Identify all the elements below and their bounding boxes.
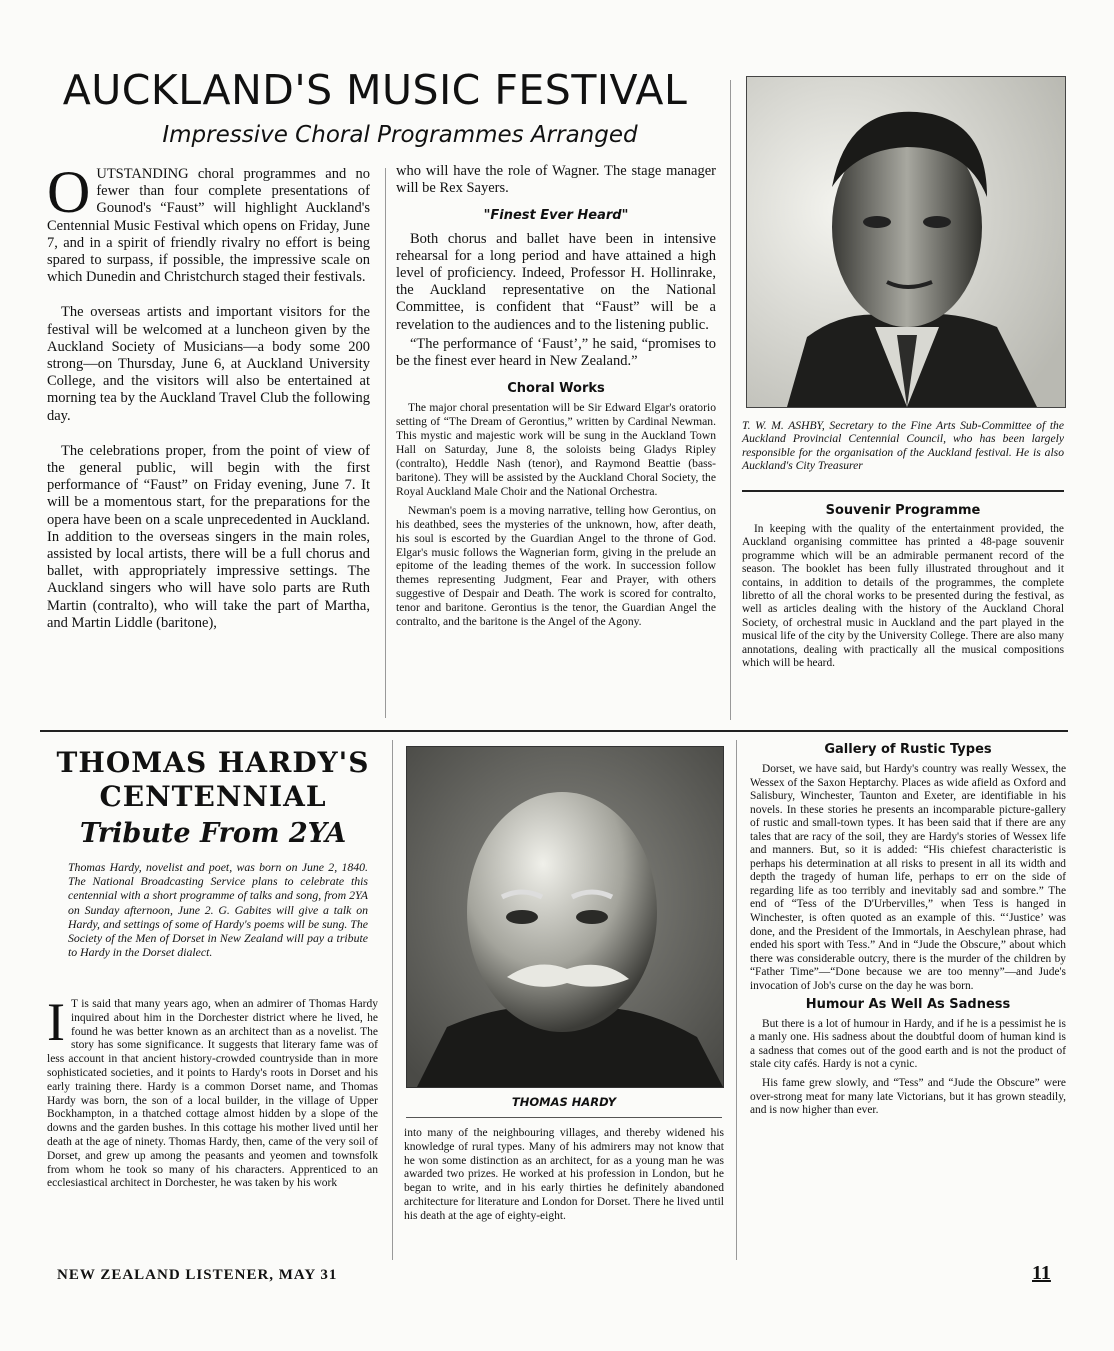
column-rule xyxy=(736,740,737,1260)
column-rule xyxy=(385,168,386,718)
divider xyxy=(742,490,1064,492)
hardy-portrait xyxy=(406,746,724,1088)
paragraph: The celebrations proper, from the point of view of the general public, will begin with the first performance of “Faust” on Friday evening, June 7. It will be a momentous start, for the preparations for the opera have been on a scale unprecedented in Auckland. In addition to the overseas singers in the main roles, assisted by local artists, there will be a full chorus and ballet, with appropriately impressive settings. The Auckland singers who will have solo parts are Ruth Martin (contralto), who will take the part of Martha, and Martin Liddle (baritone), xyxy=(47,442,370,631)
hardy-title-line1: THOMAS HARDY'S xyxy=(56,746,370,779)
paragraph: Newman's poem is a moving narrative, telling how Gerontius, on his deathbed, sees the mysteries of the unknown, how, after death, his soul is escorted by the Guardian Angel to the throne of God. Elgar's music follows the Wagnerian form, giving in the prelude an epitome of the leading themes of the work. In succession follow themes representing Judgment, Fear and Prayer, with others suggestive of Despair and Death. The work is scored for contralto, tenor and baritone. Gerontius is the tenor, the Guardian Angel the contralto, and the baritone is the Angel of the Agony. xyxy=(396,503,716,629)
festival-column-3 xyxy=(742,523,1064,675)
ashby-caption: T. W. M. ASHBY, Secretary to the Fine Arts Sub-Committee of the Auckland Provincial Centennial Council, who has been largely responsible for the organisation of the Auckland festival. He is also Auckland's City Treasurer xyxy=(742,419,1064,473)
section-heading: Souvenir Programme xyxy=(825,503,981,518)
column-rule xyxy=(730,80,731,720)
paragraph: “The performance of ‘Faust’,” he said, “promises to be the finest ever heard in New Zealand.” xyxy=(396,335,716,370)
paragraph: His fame grew slowly, and “Tess” and “Jude the Obscure” were over-strong meat for many late Victorians, but it has grown steadily, and is now higher than ever. xyxy=(750,1077,1066,1117)
paragraph: T is said that many years ago, when an admirer of Thomas Hardy inquired about him in the Dorchester district where he lived, he found he was better known as an architect than as a novelist. The story has some significance. It suggests that literary fame was of less account in that ancient history-crowded countryside than in more sophisticated societies, and it points to Hardy's roots in Dorset and his early training there. Hardy is a common Dorset name, and Thomas Hardy was born, the son of a local builder, in the village of Upper Bockhampton, in a thatched cottage almost hidden by a slope of the downs and the garden bushes. In this cottage his mother lived until her death at the age of ninety. Thomas Hardy, then, came of the very soil of Dorset, and grew up among the peasants and yeomen and townsfolk from whom he took so many of his characters. Apprenticed to an ecclesiastical architect in Dorchester, he was taken by his work xyxy=(47,998,378,1190)
festival-title: AUCKLAND'S MUSIC FESTIVAL xyxy=(62,66,688,114)
divider xyxy=(406,1117,722,1118)
paragraph: The overseas artists and important visitors for the festival will be welcomed at a luncheon given by the Auckland Society of Musicians—a body some 200 strong—on Thursday, June 6, at Auckland University College, and the visitors will also be entertained at morning tea by the Auckland Travel Club the following day. xyxy=(47,304,370,424)
section-heading: Choral Works xyxy=(507,381,605,397)
hardy-subtitle: Tribute From 2YA xyxy=(79,818,347,849)
paragraph: But there is a lot of humour in Hardy, and if he is a pessimist he is a manly one. His sadness about the doubtful doom of human kind is a sadness that comes out of the good earth and is not the product of stale city cafés. Hardy is not a cynic. xyxy=(750,1017,1066,1071)
ashby-portrait xyxy=(746,76,1066,408)
paragraph: In keeping with the quality of the entertainment provided, the Auckland organising committee has printed a 48-page souvenir programme which will be an admirable permanent record of the season. The booklet has been fully illustrated throughout and it contains, in addition to details of the programmes, the complete libretto of all the choral works to be presented during the festival, as well as articles dealing with the history of the Auckland Choral Society, of orchestral music in Auckland and the part played in the musical life of the city by the University College. There are also many annotations, dealing with practically all the musical compositions which will be heard. xyxy=(742,523,1064,670)
paragraph: Both chorus and ballet have been in intensive rehearsal for a long period and have attained a high level of proficiency. Indeed, Professor H. Hollinrake, the Auckland representative on the National Committee, is confident that “Faust” will be a revelation to the audiences and to the listening public. xyxy=(396,230,716,333)
hardy-photo-caption: THOMAS HARDY xyxy=(511,1095,617,1109)
section-heading: "Finest Ever Heard" xyxy=(483,208,629,224)
paragraph: The major choral presentation will be Sir Edward Elgar's oratorio setting of “The Dream of Gerontius,” written by Cardinal Newman. This mystic and majestic work will be sung in the Auckland Town Hall on Saturday, June 8, the soloists being Gladys Ripley (contralto), Heddle Nash (tenor), and Raymond Beattie (bass-baritone). They will be assisted by the Auckland Choral Society, the Royal Auckland Male Choir and the National Orchestra. xyxy=(396,401,716,498)
section-divider xyxy=(40,730,1068,732)
paragraph: Dorset, we have said, but Hardy's country was really Wessex, the Wessex of the Saxon Heptarchy. Places as wide afield as Oxford and Salisbury, Winchester, Taunton and Exeter, are identifiable in his novels. In these stories he presents an incomparable picture-gallery of rustic and small-town types. It has been said that if there are any tales that are racy of the soil, they are Hardy's stories of Wessex life and manners. But, so it is added: “His chiefest characteristic is perhaps his determination at all risks to present in all its width and depth the tragedy of human life, perhaps to err on the side of regarding life as too terribly and inevitably sad and sombre.” The end of “Tess of the D'Urbervilles,” when Tess is hanged in Winchester, is often quoted as an example of this. “‘Justice’ was done, and the President of the Immortals, in Aeschylean phrase, had ended his sport with Tess.” And in “Jude the Obscure,” about which there was considerable outcry, there is the murder of the children by “Father Time”—“Done because we are too menny”—and Jude's invocation of Job's curse on the day he was born. xyxy=(750,763,1066,992)
paragraph: who will have the role of Wagner. The stage manager will be Rex Sayers. xyxy=(396,163,716,197)
hardy-headline xyxy=(48,746,378,854)
hardy-intro: Thomas Hardy, novelist and poet, was born on June 2, 1840. The National Broadcasting Service plans to celebrate this centennial with a short programme of talks and song, from 2YA on Sunday afternoon, June 2. G. Gabites will give a talk on Hardy, and settings of some of Hardy's poems will be sung. The Society of the Men of Dorset in New Zealand will pay a tribute to Hardy in the Dorset dialect. xyxy=(68,860,368,960)
section-heading: Humour As Well As Sadness xyxy=(805,997,1011,1013)
hardy-column-1 xyxy=(47,992,378,1196)
drop-cap: I xyxy=(47,992,65,1052)
section-heading: Gallery of Rustic Types xyxy=(824,742,992,757)
festival-column-1 xyxy=(47,159,370,642)
festival-column-2 xyxy=(396,163,716,634)
festival-subtitle: Impressive Choral Programmes Arranged xyxy=(162,122,638,148)
page-number: 11 xyxy=(1032,1262,1051,1284)
paragraph: UTSTANDING choral programmes and no fewer than four complete presentations of Gounod's “Faust” will highlight Auckland's Centennial Music Festival which opens on Friday, June 7, and in a spirit of friendly rivalry no effort is being spared to surpass, if possible, the impressive scale on which Dunedin and Christchurch staged their festivals. xyxy=(47,166,370,286)
hardy-title-line2: CENTENNIAL xyxy=(99,780,327,813)
paragraph: into many of the neighbouring villages, and thereby widened his knowledge of rural types. Many of his admirers may not know that he won some distinction as an architect, for as a young man he was awarded two prizes. He worked at his profession in London, but he began to write, and in his early thirties he definitely abandoned architecture for literature and London for Dorset. There he lived until his death at the age of eighty-eight. xyxy=(404,1127,724,1222)
column-rule xyxy=(392,740,393,1260)
drop-cap: O xyxy=(47,159,91,225)
publication-footer: NEW ZEALAND LISTENER, MAY 31 xyxy=(57,1267,338,1283)
hardy-column-2 xyxy=(404,1127,724,1229)
hardy-column-3 xyxy=(750,763,1066,1123)
